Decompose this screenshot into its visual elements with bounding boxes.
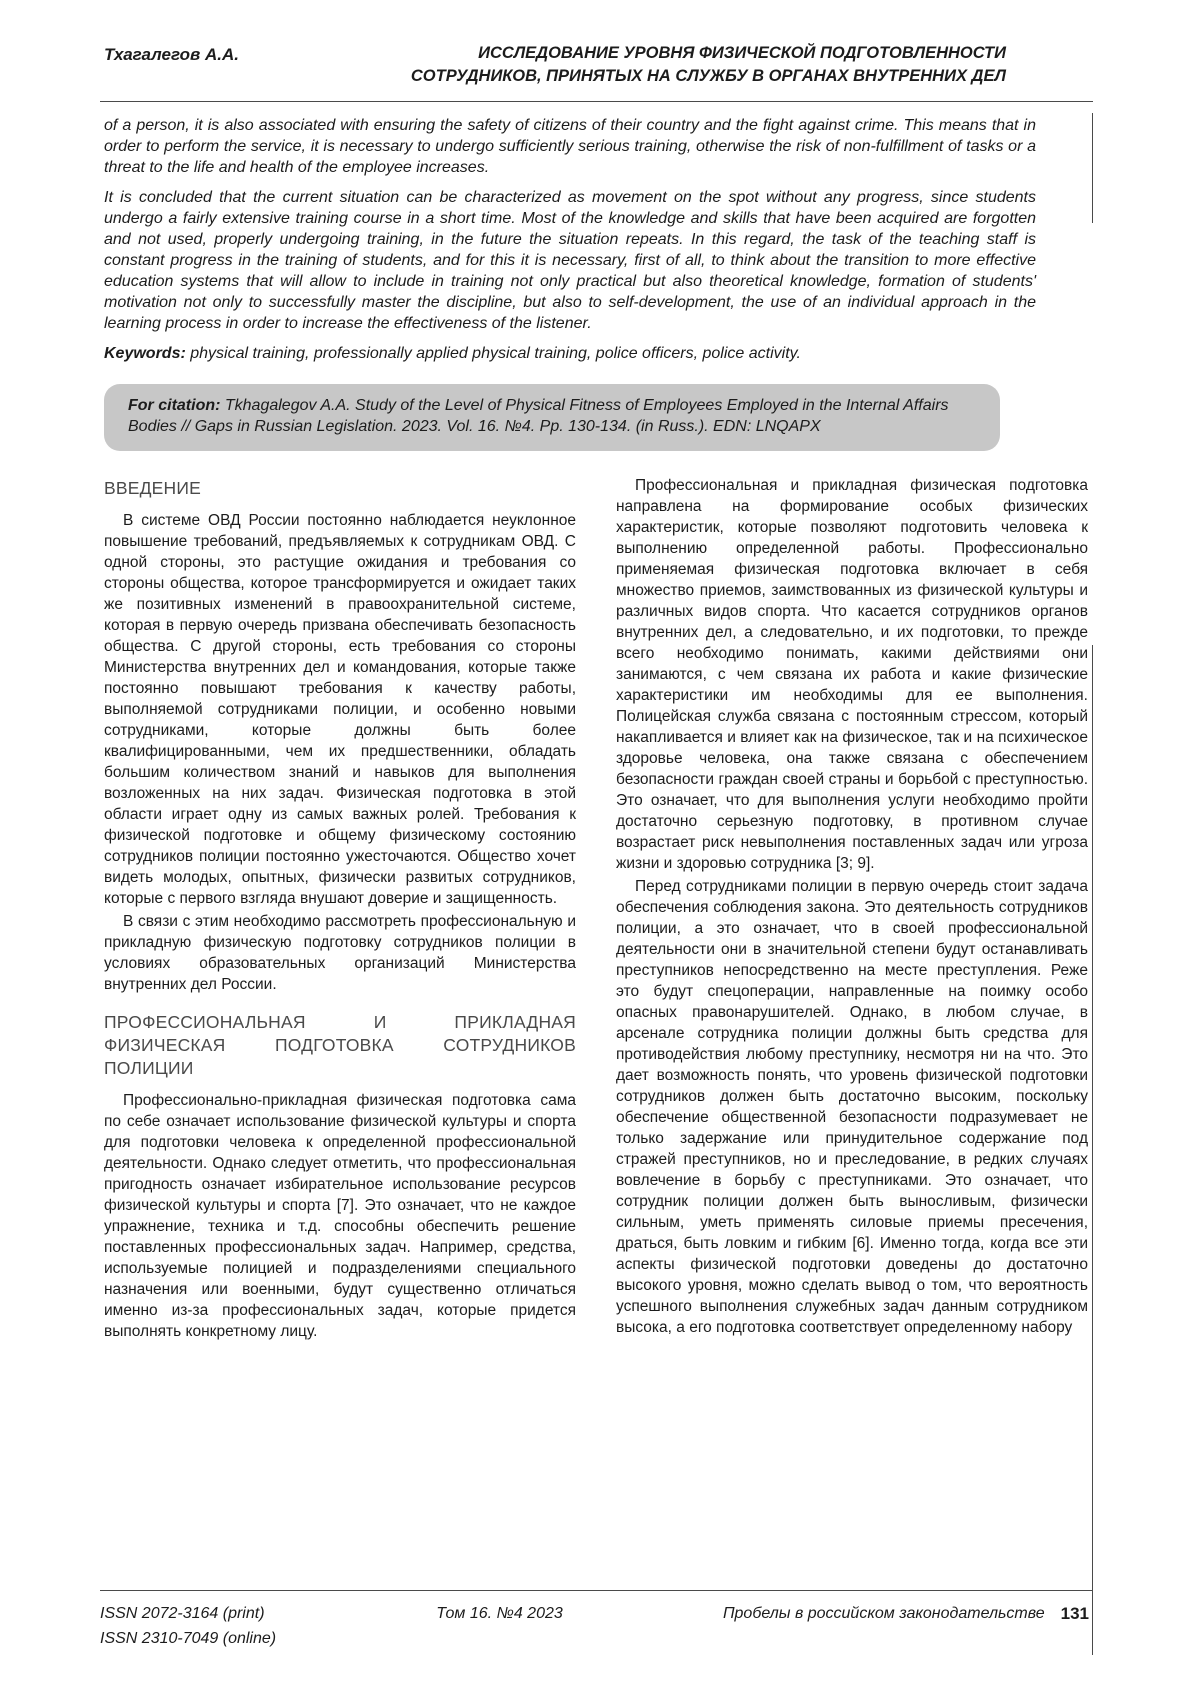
volume-info: Том 16. №4 2023: [436, 1605, 563, 1622]
left-column: [104, 475, 576, 1344]
issn-online: ISSN 2310-7049 (online): [100, 1630, 277, 1647]
abstract-section: [104, 115, 1036, 364]
issn-block: [100, 1601, 276, 1651]
keywords-label: Keywords:: [104, 344, 186, 362]
page-number: 131: [1060, 1604, 1089, 1623]
article-title-line-1: ИССЛЕДОВАНИЕ УРОВНЯ ФИЗИЧЕСКОЙ ПОДГОТОВЛЕННОСТИ: [478, 44, 1006, 62]
issn-print: ISSN 2072-3164 (print): [100, 1605, 265, 1622]
journal-block: [723, 1601, 1093, 1626]
citation-label: For citation:: [128, 396, 221, 414]
section-heading: ПРОФЕССИОНАЛЬНАЯ И ПРИКЛАДНАЯ ФИЗИЧЕСКАЯ ПОДГОТОВКА СОТРУДНИКОВ ПОЛИЦИИ: [104, 1011, 576, 1078]
article-title-line-2: СОТРУДНИКОВ, ПРИНЯТЫХ НА СЛУЖБУ В ОРГАНАХ ВНУТРЕННИХ ДЕЛ: [410, 67, 1006, 86]
citation-box: [104, 384, 1000, 451]
abstract-paragraph-2: It is concluded that the current situation can be characterized as movement on the spot without any progress, since students undergo a fairly extensive training course in a short time. Most of the knowledge and skills that have been acquired are forgotten and not used, properly undergoing training, in the future the situation repeats. In this regard, the task of the teaching staff is constant progress in the training of students, and for this it is necessary, first of all, to think about the transition to more effective education systems that will allow to include in training not only practical but also theoretical knowledge, formation of students' motivation not only to successfully master the discipline, but also to self-development, the use of an individual approach in the learning process in order to increase the effectiveness of the listener.: [104, 188, 1036, 332]
body-paragraph: Перед сотрудниками полиции в первую очередь стоит задача обеспечения соблюдения закона. Это деятельность сотрудников полиции, а это означает, что в своей профессиональной деятельности они в значительной степени будут останавливать преступников непосредственно на месте преступления. Реже это будут спецоперации, направленные на поимку особо опасных правонарушителей. Однако, в любом случае, в арсенале сотрудника полиции должны быть средства для противодействия любому преступнику, несмотря ни на что. Это дает возможность понять, что уровень физической подготовки сотрудников должен быть достаточно высоким, поскольку обеспечение общественной безопасности подразумевает не только задержание или принудительное содержание под стражей преступников, но и преследование, в редких случаях вовлечение в борьбу с преступниками. Это означает, что сотрудник полиции должен быть выносливым, физически сильным, уметь применять силовые приемы пресечения, драться, быть ловким и гибким [6]. Именно тогда, когда все эти аспекты физической подготовки доведены до достаточно высокого уровня, можно сделать вывод о том, что вероятность успешного выполнения служебных задач данным сотрудником высока, а его подготовка соответствует определенному набору: [616, 877, 1088, 1336]
body-paragraph: В связи с этим необходимо рассмотреть профессиональную и прикладную физическую подготовку сотрудников полиции в условиях образовательных организаций Министерства внутренних дел России.: [104, 912, 576, 993]
right-margin-rule-top: [1092, 113, 1093, 223]
body-paragraph: Профессиональная и прикладная физическая подготовка направлена на формирование особых физических характеристик, которые позволяют подготовить человека к выполнению определенной работы. Профессионально применяемая физическая подготовка включает в себя множество приемов, заимствованных из физической культуры и различных видов спорта. Что касается сотрудников органов внутренних дел, а следовательно, и их подготовки, то прежде всего необходимо понимать, какими действиями они занимаются, с чем связана их работа и какие физические характеристики им необходимы для ее выполнения. Полицейская служба связана с постоянным стрессом, который накапливается и влияет как на физическое, так и на психическое здоровье человека, она также связана с обеспечением безопасности граждан своей страны и борьбой с преступностью. Это означает, что для выполнения услуги необходимо пройти достаточно серьезную подготовку, в противном случае возрастает риск невыполнения поставленных задач или угроза жизни и здоровью сотрудника [3; 9].: [616, 476, 1088, 872]
abstract-paragraph-1: of a person, it is also associated with ensuring the safety of citizens of their country and the fight against crime. This means that in order to perform the service, it is necessary to undergo sufficiently serious training, otherwise the risk of non-fulfillment of tasks or a threat to the life and health of the employee increases.: [104, 116, 1036, 176]
keywords-line: [104, 343, 1036, 364]
right-margin-rule-main: [1092, 645, 1093, 1655]
journal-name: Пробелы в российском законодательстве: [722, 1605, 1045, 1622]
page-footer: [100, 1590, 1093, 1651]
page-header: [104, 42, 1094, 89]
author-name: Тхагалегов А.А.: [104, 45, 239, 64]
header-rule: [100, 101, 1093, 102]
citation-text: Tkhagalegov A.A. Study of the Level of Physical Fitness of Employees Employed in the Internal Affairs Bodies // Gaps in Russian Legislation. 2023. Vol. 16. №4. Pp. 130-134. (in Russ.). EDN: LNQAPX: [128, 396, 949, 436]
introduction-heading: ВВЕДЕНИЕ: [104, 477, 202, 498]
article-body: [104, 475, 1088, 1344]
keywords-text: physical training, professionally applied physical training, police officers, police activity.: [185, 344, 801, 362]
right-column: [616, 475, 1088, 1344]
article-title: [411, 42, 1006, 89]
body-paragraph: В системе ОВД России постоянно наблюдается неуклонное повышение требований, предъявляемых к сотрудникам ОВД. С одной стороны, это растущие ожидания и требования со стороны общества, которое трансформируется и ожидает таких же позитивных изменений в правоохранительной системе, которая в первую очередь призвана обеспечивать безопасность общества. С другой стороны, есть требования со стороны Министерства внутренних дел и командования, которые также постоянно повышают требования к качеству работы, выполняемой сотрудниками полиции, и особенно новыми сотрудниками, которые должны быть более квалифицированными, чем их предшественники, обладать большим количеством знаний и навыков для выполнения возложенных на них задач. Физическая подготовка в этой области играет одну из самых важных ролей. Требования к физической подготовке и общему физическому состоянию сотрудников полиции постоянно ужесточаются. Общество хочет видеть молодых, опытных, физически развитых сотрудников, которые с первого взгляда внушают доверие и защищенность.: [104, 511, 576, 907]
body-paragraph: Профессионально-прикладная физическая подготовка сама по себе означает использование физической культуры и спорта для подготовки человека к определенной профессиональной деятельности. Однако следует отметить, что профессиональная пригодность означает избирательное использование ресурсов физической культуры и спорта [7]. Это означает, что не каждое упражнение, техника и т.д. способны обеспечить решение поставленных профессиональных задач. Например, средства, используемые полицией и подразделениями специального назначения или военными, будут существенно отличаться именно из-за профессиональных задач, которые придется выполнять конкретному лицу.: [104, 1091, 576, 1340]
